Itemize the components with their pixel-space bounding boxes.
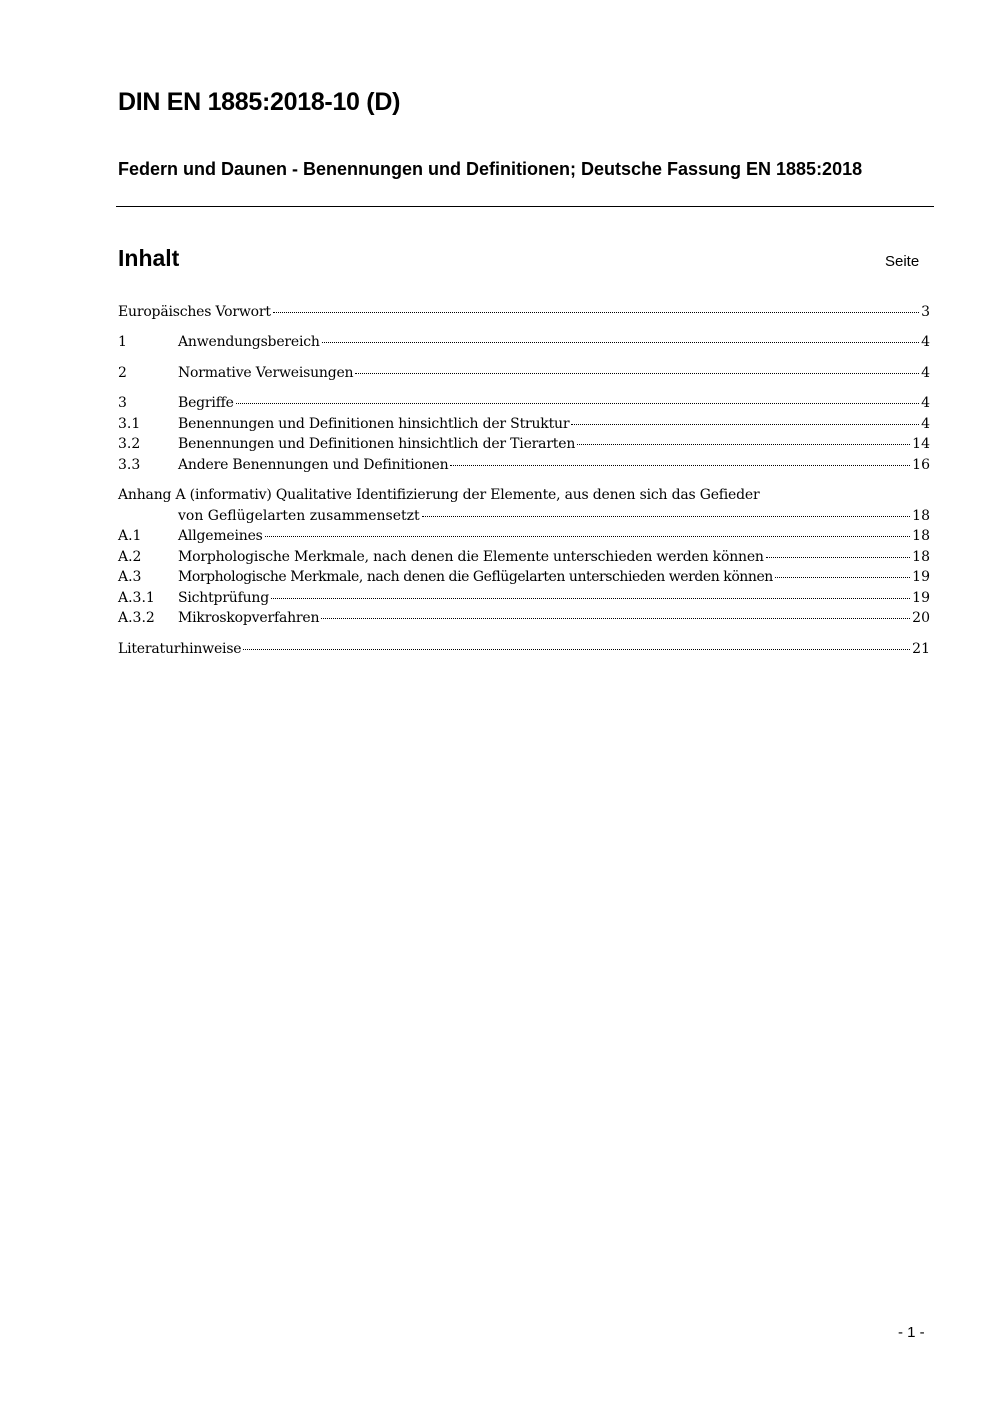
toc-entry-title: Normative Verweisungen [178,365,354,381]
toc-entry-title: Morphologische Merkmale, nach denen die Elemente unterschieden werden können [178,549,764,565]
toc-leader [236,402,919,404]
toc-entry-page: 18 [912,549,930,565]
toc-entry-title: Andere Benennungen und Definitionen [178,457,449,473]
toc-entry-page: 4 [921,416,930,432]
toc-entry-1[interactable] [118,332,930,353]
toc-entry-title: Allgemeines [178,528,263,544]
toc-entry-title: Literaturhinweise [118,641,242,657]
toc-entry-title: von Geflügelarten zusammensetzt [178,508,420,524]
toc-leader [571,423,919,425]
toc-entry-a-1[interactable] [118,526,930,547]
toc-leader [766,556,910,558]
toc-entry-number: A.3.1 [118,590,155,606]
toc-heading: Inhalt [118,245,180,271]
toc-leader [577,443,910,445]
toc-entry-page: 4 [921,395,930,411]
toc-entry-page: 20 [912,610,930,626]
toc-entry-title: Europäisches Vorwort [118,304,271,320]
toc-leader [355,372,919,374]
toc-entry-page: 4 [921,334,930,350]
toc-entry-page: 18 [912,508,930,524]
toc-entry-a-3-2[interactable] [118,608,930,629]
page-number: - 1 - [898,1324,925,1341]
toc-leader [273,311,919,313]
toc-leader [322,341,919,343]
title-divider [116,206,934,207]
toc-entry-number: 1 [118,334,127,350]
toc-entry-title: Sichtprüfung [178,590,269,606]
toc-entry-page: 3 [921,304,930,320]
toc-entry-title: Morphologische Merkmale, nach denen die Geflügelarten unterschieden werden können [178,569,773,585]
toc-entry-number: 3.2 [118,436,141,452]
toc-entry-number: 2 [118,365,127,381]
toc-entry-2[interactable] [118,363,930,384]
toc-entry-a-3[interactable] [118,567,930,588]
toc-entry-number: 3.3 [118,457,141,473]
toc-entry-title: Anwendungsbereich [178,334,320,350]
toc-entry-3-2[interactable] [118,434,930,455]
toc-entry-anhang-a[interactable] [118,485,930,527]
toc-entry-number: A.3.2 [118,610,155,626]
document-subtitle: Federn und Daunen - Benennungen und Definitionen; Deutsche Fassung EN 1885:2018 [118,159,863,179]
toc-entry-title: Anhang A (informativ) Qualitative Identifizierung der Elemente, aus denen sich das Gefieder [118,487,760,503]
toc-leader [243,648,910,650]
toc-entry-page: 4 [921,365,930,381]
toc-entry-3[interactable] [118,393,930,414]
toc-entry-title: Begriffe [178,395,234,411]
toc-entry-title: Mikroskopverfahren [178,610,320,626]
toc-entry-a-2[interactable] [118,547,930,568]
toc-entry-3-3[interactable] [118,455,930,476]
toc-entry-number: 3 [118,395,127,411]
toc-entry-title: Benennungen und Definitionen hinsichtlich der Struktur [178,416,570,432]
toc-entry-3-1[interactable] [118,414,930,435]
toc-entry-number: 3.1 [118,416,141,432]
toc-entry-number: A.2 [118,549,142,565]
toc-entry-number: A.3 [118,569,142,585]
toc-entry-a-3-1[interactable] [118,588,930,609]
toc-entry-page: 19 [912,569,930,585]
toc-entry-vorwort[interactable] [118,302,930,323]
toc-leader [775,576,910,578]
document-title: DIN EN 1885:2018-10 (D) [118,88,401,116]
toc-leader [450,464,910,466]
toc-entry-page: 14 [912,436,930,452]
toc-entry-literatur[interactable] [118,639,930,660]
toc-page-column-label: Seite [885,253,920,270]
toc-entry-title: Benennungen und Definitionen hinsichtlich der Tierarten [178,436,576,452]
toc-entry-title-continuation [118,506,930,527]
toc-entry-number: A.1 [118,528,142,544]
toc-leader [271,597,910,599]
toc-entry-page: 18 [912,528,930,544]
toc-entry-page: 21 [912,641,930,657]
toc-leader [321,617,910,619]
toc-leader [265,535,911,537]
toc-entry-page: 16 [912,457,930,473]
toc-leader [422,515,911,517]
toc-entry-page: 19 [912,590,930,606]
